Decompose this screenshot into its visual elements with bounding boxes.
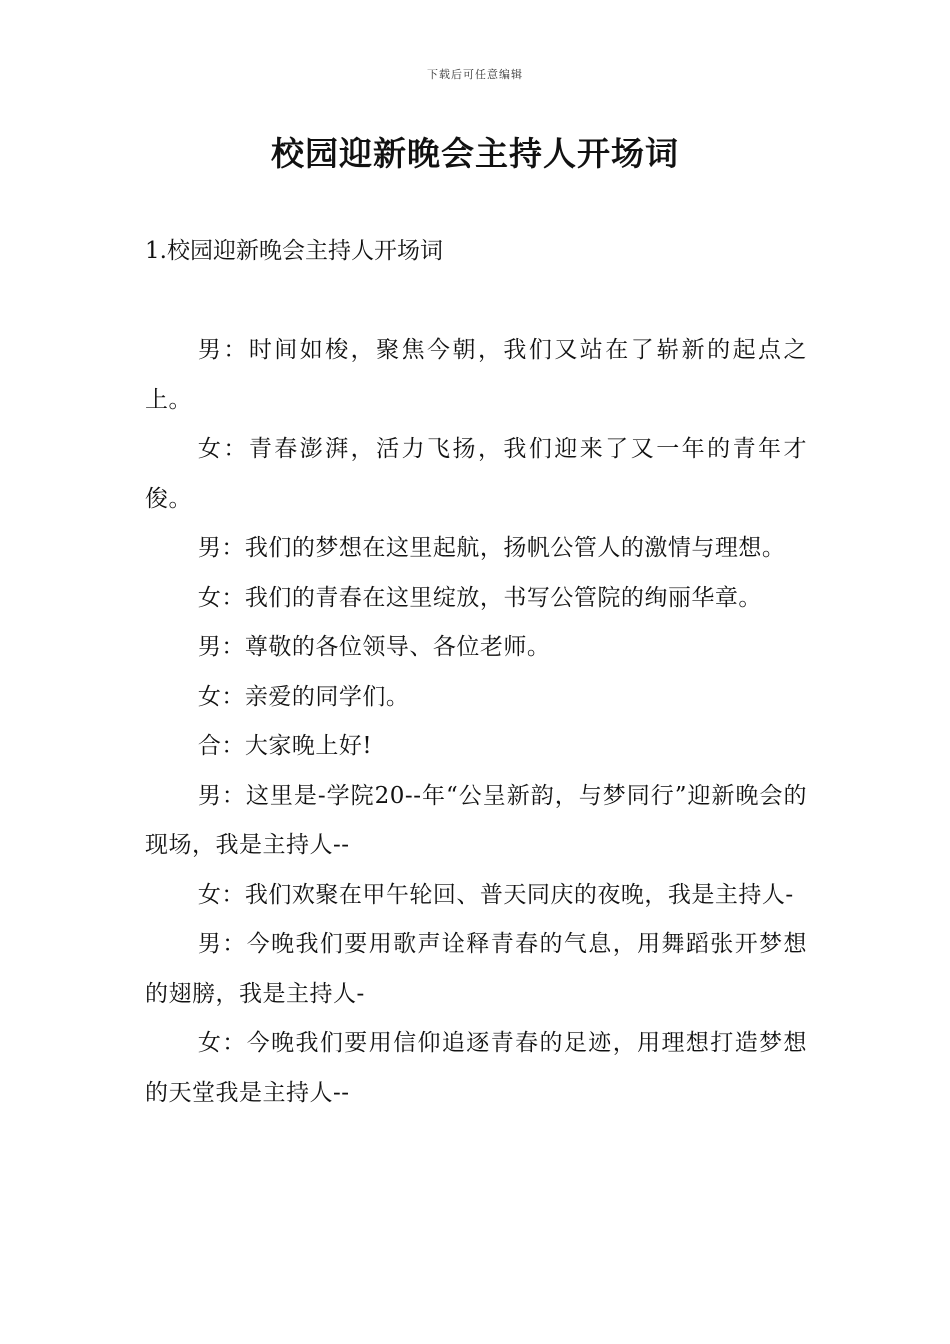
- paragraph: 女：我们的青春在这里绽放，书写公管院的绚丽华章。: [197, 584, 762, 611]
- paragraph: 男：今晚我们要用歌声诠释青春的气息，用舞蹈张开梦想的翅膀，我是主持人-: [145, 931, 807, 1007]
- document-body: [145, 326, 807, 1118]
- paragraph: 男：这里是-学院20--年“公呈新韵，与梦同行”迎新晚会的现场，我是主持人--: [145, 782, 807, 858]
- paragraph: 女：亲爱的同学们。: [197, 683, 410, 710]
- header-note: 下载后可任意编辑: [427, 68, 523, 81]
- paragraph: 男：尊敬的各位领导、各位老师。: [197, 634, 551, 660]
- paragraph: 女：今晚我们要用信仰追逐青春的足迹，用理想打造梦想的天堂我是主持人--: [145, 1030, 807, 1106]
- paragraph: 女：青春澎湃，活力飞扬，我们迎来了又一年的青年才俊。: [145, 436, 807, 512]
- paragraph: 女：我们欢聚在甲午轮回、普天同庆的夜晚，我是主持人-: [197, 881, 794, 908]
- paragraph: 男：我们的梦想在这里起航，扬帆公管人的激情与理想。: [197, 535, 786, 561]
- page-title: 校园迎新晚会主持人开场词: [271, 134, 679, 173]
- paragraph: 男：时间如梭，聚焦今朝，我们又站在了崭新的起点之上。: [145, 337, 807, 413]
- paragraph: 合：大家晚上好!: [197, 733, 373, 759]
- section-heading: 1.校园迎新晚会主持人开场词: [145, 238, 443, 264]
